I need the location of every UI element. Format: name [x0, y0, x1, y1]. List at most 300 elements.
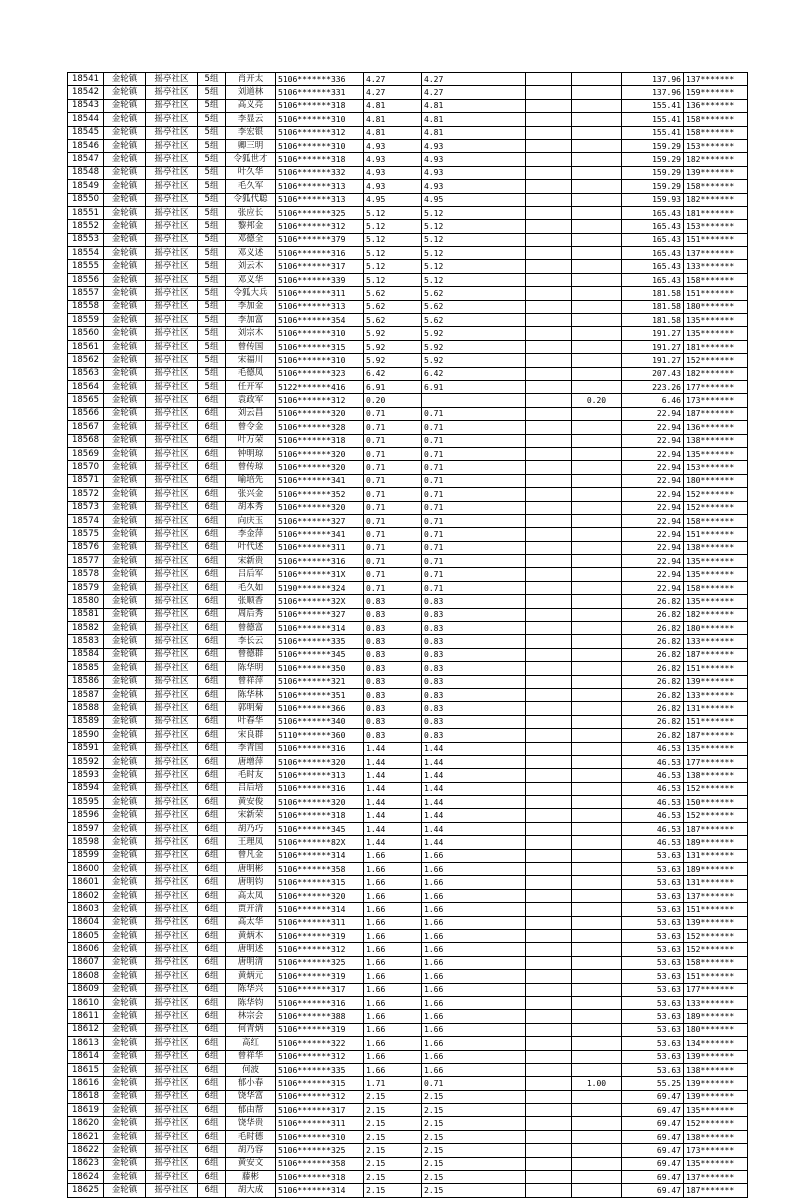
area-a-cell: 1.44	[422, 755, 526, 768]
community-cell: 摇亭社区	[146, 528, 198, 541]
id-number-cell: 5106*******316	[276, 247, 364, 260]
community-cell: 摇亭社区	[146, 367, 198, 380]
community-cell: 摇亭社区	[146, 461, 198, 474]
area-b-cell	[526, 233, 572, 246]
group-cell: 5组	[198, 86, 226, 99]
town-cell: 金轮镇	[104, 1184, 146, 1197]
row-number: 18614	[68, 1050, 104, 1063]
town-cell: 金轮镇	[104, 1171, 146, 1184]
area-b-cell	[526, 1063, 572, 1076]
area-c-cell	[572, 889, 622, 902]
table-row	[68, 461, 748, 474]
phone-cell: 139*******	[684, 916, 748, 929]
area-total-cell: 5.12	[364, 260, 422, 273]
id-number-cell: 5106*******317	[276, 260, 364, 273]
area-c-cell	[572, 528, 622, 541]
area-total-cell: 1.66	[364, 889, 422, 902]
area-b-cell	[526, 1130, 572, 1143]
row-number: 18545	[68, 126, 104, 139]
area-b-cell	[526, 220, 572, 233]
row-number: 18589	[68, 715, 104, 728]
area-b-cell	[526, 1104, 572, 1117]
id-number-cell: 5106*******310	[276, 1130, 364, 1143]
area-b-cell	[526, 193, 572, 206]
row-number: 18543	[68, 99, 104, 112]
area-total-cell: 4.27	[364, 73, 422, 86]
table-row	[68, 327, 748, 340]
area-a-cell: 1.44	[422, 809, 526, 822]
area-c-cell	[572, 635, 622, 648]
table-row	[68, 1144, 748, 1157]
community-cell: 摇亭社区	[146, 1104, 198, 1117]
phone-cell: 151*******	[684, 662, 748, 675]
town-cell: 金轮镇	[104, 1090, 146, 1103]
phone-cell: 177*******	[684, 380, 748, 393]
area-c-cell	[572, 1130, 622, 1143]
area-total-cell: 1.66	[364, 1063, 422, 1076]
row-number: 18585	[68, 662, 104, 675]
group-cell: 5组	[198, 380, 226, 393]
amount-cell: 22.94	[622, 568, 684, 581]
table-row	[68, 220, 748, 233]
area-b-cell	[526, 742, 572, 755]
table-row	[68, 769, 748, 782]
phone-cell: 135*******	[684, 568, 748, 581]
area-c-cell	[572, 99, 622, 112]
table-row	[68, 796, 748, 809]
area-a-cell: 5.12	[422, 273, 526, 286]
area-c-cell	[572, 233, 622, 246]
area-a-cell: 1.66	[422, 876, 526, 889]
area-total-cell: 4.95	[364, 193, 422, 206]
row-number: 18555	[68, 260, 104, 273]
town-cell: 金轮镇	[104, 1077, 146, 1090]
name-cell: 郁由帮	[226, 1104, 276, 1117]
community-cell: 摇亭社区	[146, 447, 198, 460]
community-cell: 摇亭社区	[146, 220, 198, 233]
name-cell: 钟明琼	[226, 447, 276, 460]
name-cell: 胡本秀	[226, 501, 276, 514]
community-cell: 摇亭社区	[146, 688, 198, 701]
area-c-cell	[572, 849, 622, 862]
town-cell: 金轮镇	[104, 555, 146, 568]
area-c-cell	[572, 1117, 622, 1130]
community-cell: 摇亭社区	[146, 206, 198, 219]
amount-cell: 69.47	[622, 1104, 684, 1117]
community-cell: 摇亭社区	[146, 180, 198, 193]
area-total-cell: 1.44	[364, 782, 422, 795]
phone-cell: 182*******	[684, 153, 748, 166]
id-number-cell: 5106*******351	[276, 688, 364, 701]
table-row	[68, 367, 748, 380]
row-number: 18587	[68, 688, 104, 701]
area-c-cell	[572, 447, 622, 460]
area-total-cell: 2.15	[364, 1157, 422, 1170]
group-cell: 6组	[198, 541, 226, 554]
town-cell: 金轮镇	[104, 635, 146, 648]
name-cell: 唐增萍	[226, 755, 276, 768]
amount-cell: 26.82	[622, 702, 684, 715]
name-cell: 黄安俊	[226, 796, 276, 809]
table-row	[68, 139, 748, 152]
area-total-cell: 4.81	[364, 99, 422, 112]
row-number: 18616	[68, 1077, 104, 1090]
id-number-cell: 5106*******317	[276, 1104, 364, 1117]
row-number: 18602	[68, 889, 104, 902]
area-a-cell: 2.15	[422, 1144, 526, 1157]
town-cell: 金轮镇	[104, 729, 146, 742]
town-cell: 金轮镇	[104, 300, 146, 313]
id-number-cell: 5106*******323	[276, 367, 364, 380]
area-b-cell	[526, 903, 572, 916]
id-number-cell: 5106*******327	[276, 514, 364, 527]
row-number: 18607	[68, 956, 104, 969]
id-number-cell: 5106*******341	[276, 528, 364, 541]
id-number-cell: 5106*******325	[276, 206, 364, 219]
area-a-cell: 1.66	[422, 889, 526, 902]
id-number-cell: 5106*******354	[276, 314, 364, 327]
row-number: 18606	[68, 943, 104, 956]
area-a-cell: 6.42	[422, 367, 526, 380]
area-c-cell	[572, 367, 622, 380]
name-cell: 叶代述	[226, 541, 276, 554]
area-a-cell: 4.81	[422, 126, 526, 139]
id-number-cell: 5106*******311	[276, 287, 364, 300]
area-a-cell: 1.66	[422, 849, 526, 862]
community-cell: 摇亭社区	[146, 407, 198, 420]
id-number-cell: 5106*******328	[276, 421, 364, 434]
phone-cell: 138*******	[684, 1063, 748, 1076]
group-cell: 6组	[198, 421, 226, 434]
group-cell: 5组	[198, 367, 226, 380]
town-cell: 金轮镇	[104, 461, 146, 474]
amount-cell: 137.96	[622, 73, 684, 86]
area-a-cell: 1.66	[422, 1023, 526, 1036]
area-b-cell	[526, 434, 572, 447]
row-number: 18575	[68, 528, 104, 541]
phone-cell: 131*******	[684, 849, 748, 862]
area-a-cell: 1.66	[422, 956, 526, 969]
group-cell: 6组	[198, 1050, 226, 1063]
row-number: 18593	[68, 769, 104, 782]
amount-cell: 53.63	[622, 1050, 684, 1063]
area-b-cell	[526, 113, 572, 126]
area-a-cell: 4.81	[422, 99, 526, 112]
area-b-cell	[526, 354, 572, 367]
id-number-cell: 5106*******340	[276, 715, 364, 728]
id-number-cell: 5106*******316	[276, 996, 364, 1009]
area-total-cell: 0.71	[364, 461, 422, 474]
row-number: 18569	[68, 447, 104, 460]
area-total-cell: 4.27	[364, 86, 422, 99]
community-cell: 摇亭社区	[146, 474, 198, 487]
group-cell: 5组	[198, 287, 226, 300]
town-cell: 金轮镇	[104, 287, 146, 300]
phone-cell: 151*******	[684, 287, 748, 300]
town-cell: 金轮镇	[104, 1010, 146, 1023]
name-cell: 陈华兴	[226, 983, 276, 996]
area-a-cell: 5.12	[422, 220, 526, 233]
town-cell: 金轮镇	[104, 86, 146, 99]
id-number-cell: 5106*******319	[276, 970, 364, 983]
table-row	[68, 1117, 748, 1130]
data-sheet	[67, 72, 748, 1198]
id-number-cell: 5190*******324	[276, 581, 364, 594]
community-cell: 摇亭社区	[146, 849, 198, 862]
area-b-cell	[526, 635, 572, 648]
group-cell: 6组	[198, 916, 226, 929]
area-c-cell	[572, 501, 622, 514]
table-row	[68, 581, 748, 594]
name-cell: 刘云木	[226, 260, 276, 273]
area-c-cell	[572, 662, 622, 675]
area-c-cell	[572, 876, 622, 889]
area-c-cell	[572, 86, 622, 99]
group-cell: 6组	[198, 1171, 226, 1184]
area-c-cell	[572, 407, 622, 420]
group-cell: 6组	[198, 501, 226, 514]
area-c-cell	[572, 729, 622, 742]
community-cell: 摇亭社区	[146, 1184, 198, 1197]
table-row	[68, 206, 748, 219]
area-b-cell	[526, 447, 572, 460]
area-b-cell	[526, 1023, 572, 1036]
area-b-cell	[526, 380, 572, 393]
table-row	[68, 153, 748, 166]
area-total-cell: 2.15	[364, 1104, 422, 1117]
table-row	[68, 1037, 748, 1050]
town-cell: 金轮镇	[104, 849, 146, 862]
community-cell: 摇亭社区	[146, 809, 198, 822]
community-cell: 摇亭社区	[146, 1144, 198, 1157]
group-cell: 6组	[198, 742, 226, 755]
area-b-cell	[526, 300, 572, 313]
amount-cell: 191.27	[622, 327, 684, 340]
phone-cell: 131*******	[684, 702, 748, 715]
phone-cell: 151*******	[684, 233, 748, 246]
table-row	[68, 822, 748, 835]
area-c-cell	[572, 1157, 622, 1170]
amount-cell: 53.63	[622, 849, 684, 862]
name-cell: 令狐代聪	[226, 193, 276, 206]
row-number: 18542	[68, 86, 104, 99]
table-row	[68, 702, 748, 715]
area-total-cell: 0.71	[364, 501, 422, 514]
name-cell: 向庆玉	[226, 514, 276, 527]
id-number-cell: 5106*******319	[276, 1023, 364, 1036]
area-a-cell: 4.93	[422, 139, 526, 152]
area-c-cell	[572, 782, 622, 795]
area-c-cell	[572, 354, 622, 367]
phone-cell: 153*******	[684, 220, 748, 233]
area-a-cell: 2.15	[422, 1090, 526, 1103]
amount-cell: 155.41	[622, 126, 684, 139]
name-cell: 黄炳元	[226, 970, 276, 983]
id-number-cell: 5106*******352	[276, 488, 364, 501]
amount-cell: 55.25	[622, 1077, 684, 1090]
table-row	[68, 635, 748, 648]
area-total-cell: 4.93	[364, 139, 422, 152]
area-total-cell: 0.71	[364, 447, 422, 460]
id-number-cell: 5106*******320	[276, 796, 364, 809]
area-total-cell: 1.66	[364, 903, 422, 916]
group-cell: 6组	[198, 876, 226, 889]
area-b-cell	[526, 809, 572, 822]
area-c-cell	[572, 1171, 622, 1184]
area-c-cell	[572, 822, 622, 835]
phone-cell: 152*******	[684, 782, 748, 795]
row-number: 18568	[68, 434, 104, 447]
area-b-cell	[526, 166, 572, 179]
area-total-cell: 1.44	[364, 742, 422, 755]
table-row	[68, 916, 748, 929]
table-row	[68, 983, 748, 996]
group-cell: 6组	[198, 648, 226, 661]
community-cell: 摇亭社区	[146, 715, 198, 728]
area-b-cell	[526, 139, 572, 152]
town-cell: 金轮镇	[104, 970, 146, 983]
table-row	[68, 340, 748, 353]
area-c-cell	[572, 220, 622, 233]
community-cell: 摇亭社区	[146, 327, 198, 340]
town-cell: 金轮镇	[104, 568, 146, 581]
amount-cell: 26.82	[622, 715, 684, 728]
area-c-cell	[572, 314, 622, 327]
area-b-cell	[526, 715, 572, 728]
group-cell: 6组	[198, 447, 226, 460]
phone-cell: 135*******	[684, 447, 748, 460]
amount-cell: 53.63	[622, 943, 684, 956]
amount-cell: 46.53	[622, 809, 684, 822]
amount-cell: 53.63	[622, 970, 684, 983]
phone-cell: 180*******	[684, 1023, 748, 1036]
town-cell: 金轮镇	[104, 1104, 146, 1117]
area-total-cell: 4.93	[364, 153, 422, 166]
community-cell: 摇亭社区	[146, 822, 198, 835]
name-cell: 李金萍	[226, 528, 276, 541]
area-b-cell	[526, 863, 572, 876]
name-cell: 林宗会	[226, 1010, 276, 1023]
town-cell: 金轮镇	[104, 809, 146, 822]
table-row	[68, 930, 748, 943]
phone-cell: 187*******	[684, 1184, 748, 1197]
phone-cell: 187*******	[684, 822, 748, 835]
group-cell: 6组	[198, 755, 226, 768]
id-number-cell: 5106*******388	[276, 1010, 364, 1023]
town-cell: 金轮镇	[104, 608, 146, 621]
community-cell: 摇亭社区	[146, 1077, 198, 1090]
area-b-cell	[526, 822, 572, 835]
id-number-cell: 5106*******314	[276, 622, 364, 635]
amount-cell: 53.63	[622, 903, 684, 916]
phone-cell: 158*******	[684, 113, 748, 126]
row-number: 18548	[68, 166, 104, 179]
area-a-cell: 2.15	[422, 1130, 526, 1143]
id-number-cell: 5106*******319	[276, 930, 364, 943]
name-cell: 黄安文	[226, 1157, 276, 1170]
group-cell: 6组	[198, 970, 226, 983]
area-a-cell: 5.12	[422, 206, 526, 219]
area-a-cell: 5.12	[422, 260, 526, 273]
id-number-cell: 5106*******314	[276, 849, 364, 862]
table-row	[68, 541, 748, 554]
town-cell: 金轮镇	[104, 541, 146, 554]
town-cell: 金轮镇	[104, 876, 146, 889]
town-cell: 金轮镇	[104, 715, 146, 728]
community-cell: 摇亭社区	[146, 755, 198, 768]
row-number: 18551	[68, 206, 104, 219]
town-cell: 金轮镇	[104, 99, 146, 112]
records-table	[67, 72, 748, 1198]
area-c-cell	[572, 514, 622, 527]
name-cell: 毛时德	[226, 1130, 276, 1143]
id-number-cell: 5106*******31X	[276, 568, 364, 581]
table-row	[68, 1090, 748, 1103]
town-cell: 金轮镇	[104, 769, 146, 782]
phone-cell: 180*******	[684, 622, 748, 635]
group-cell: 6组	[198, 394, 226, 407]
area-a-cell: 1.44	[422, 836, 526, 849]
area-b-cell	[526, 501, 572, 514]
group-cell: 5组	[198, 260, 226, 273]
row-number: 18625	[68, 1184, 104, 1197]
group-cell: 6组	[198, 769, 226, 782]
table-row	[68, 300, 748, 313]
area-total-cell: 0.83	[364, 675, 422, 688]
id-number-cell: 5106*******313	[276, 300, 364, 313]
table-row	[68, 86, 748, 99]
table-row	[68, 742, 748, 755]
name-cell: 邓义述	[226, 247, 276, 260]
id-number-cell: 5106*******315	[276, 1077, 364, 1090]
town-cell: 金轮镇	[104, 488, 146, 501]
area-total-cell: 5.12	[364, 273, 422, 286]
id-number-cell: 5106*******327	[276, 608, 364, 621]
area-c-cell	[572, 461, 622, 474]
name-cell: 李加富	[226, 314, 276, 327]
phone-cell: 151*******	[684, 903, 748, 916]
amount-cell: 69.47	[622, 1117, 684, 1130]
area-b-cell	[526, 622, 572, 635]
area-total-cell: 0.71	[364, 541, 422, 554]
area-total-cell: 2.15	[364, 1130, 422, 1143]
group-cell: 5组	[198, 327, 226, 340]
town-cell: 金轮镇	[104, 528, 146, 541]
table-row	[68, 782, 748, 795]
area-b-cell	[526, 367, 572, 380]
row-number: 18573	[68, 501, 104, 514]
amount-cell: 165.43	[622, 247, 684, 260]
area-a-cell: 0.71	[422, 514, 526, 527]
area-total-cell: 1.66	[364, 943, 422, 956]
group-cell: 5组	[198, 139, 226, 152]
area-total-cell: 0.83	[364, 715, 422, 728]
area-a-cell: 1.66	[422, 903, 526, 916]
name-cell: 饶华富	[226, 1090, 276, 1103]
group-cell: 5组	[198, 247, 226, 260]
phone-cell: 152*******	[684, 1117, 748, 1130]
phone-cell: 137*******	[684, 1171, 748, 1184]
town-cell: 金轮镇	[104, 1117, 146, 1130]
table-row	[68, 273, 748, 286]
name-cell: 胡乃容	[226, 1144, 276, 1157]
community-cell: 摇亭社区	[146, 340, 198, 353]
row-number: 18610	[68, 996, 104, 1009]
name-cell: 何波	[226, 1063, 276, 1076]
group-cell: 5组	[198, 126, 226, 139]
area-b-cell	[526, 86, 572, 99]
amount-cell: 53.63	[622, 983, 684, 996]
